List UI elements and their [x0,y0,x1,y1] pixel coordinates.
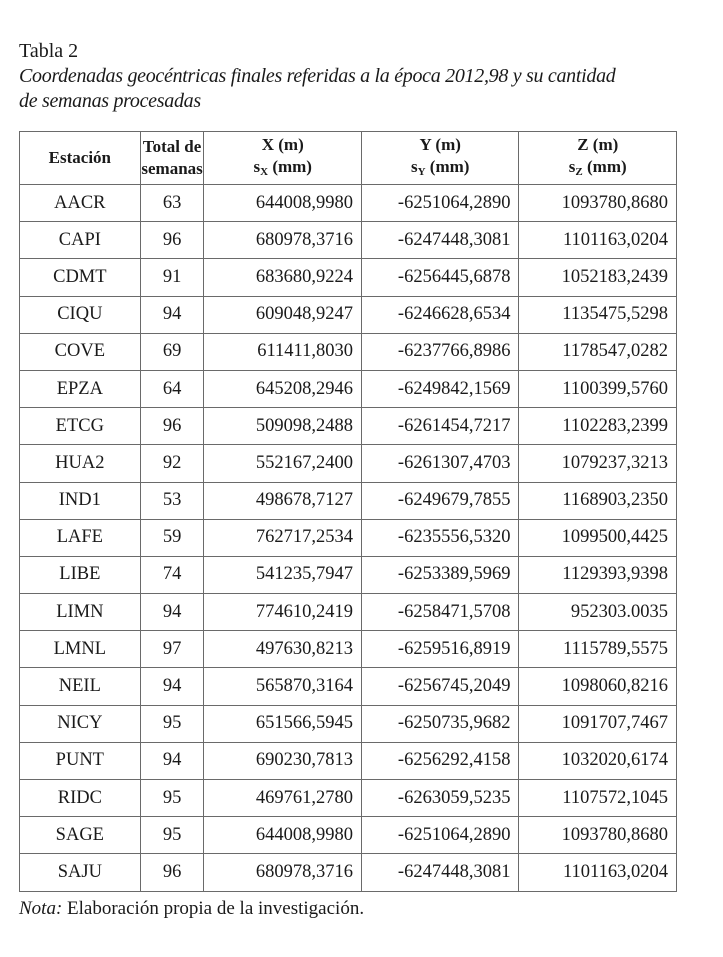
cell-station: CIQU [20,296,141,333]
header-weeks-line2: semanas [141,159,203,178]
table-row [20,705,677,742]
header-x-s: s [253,156,261,176]
cell-z: 952303.0035 [519,594,677,631]
cell-z: 1129393,9398 [519,556,677,593]
cell-z: 1101163,0204 [519,854,677,891]
table-row [20,185,677,222]
table-row [20,482,677,519]
table-row [20,370,677,407]
cell-z: 1052183,2439 [519,259,677,296]
cell-station: IND1 [20,482,141,519]
cell-x: 552167,2400 [204,445,361,482]
table-row [20,222,677,259]
header-weeks [140,132,204,185]
cell-y: -6256445,6878 [361,259,518,296]
cell-x: 565870,3164 [204,668,361,705]
cell-station: SAJU [20,854,141,891]
cell-y: -6261454,7217 [361,408,518,445]
cell-x: 509098,2488 [204,408,361,445]
note-label: Nota: [19,898,63,919]
header-y-s: s [410,156,418,176]
header-z-s: s [568,156,576,176]
cell-z: 1135475,5298 [519,296,677,333]
cell-weeks: 96 [140,222,204,259]
cell-weeks: 69 [140,333,204,370]
header-z-sub: Z [575,165,583,178]
cell-z: 1101163,0204 [519,222,677,259]
cell-station: CDMT [20,259,141,296]
cell-x: 680978,3716 [204,222,361,259]
cell-station: LMNL [20,631,141,668]
table-row [20,556,677,593]
cell-x: 774610,2419 [204,594,361,631]
cell-weeks: 63 [140,185,204,222]
cell-x: 651566,5945 [204,705,361,742]
cell-weeks: 92 [140,445,204,482]
table-row [20,631,677,668]
table-caption [19,38,709,114]
table-title-line2: de semanas procesadas [19,90,201,112]
cell-z: 1100399,5760 [519,370,677,407]
cell-y: -6249842,1569 [361,370,518,407]
cell-weeks: 95 [140,780,204,817]
cell-weeks: 94 [140,594,204,631]
cell-y: -6253389,5969 [361,556,518,593]
cell-weeks: 96 [140,854,204,891]
cell-x: 497630,8213 [204,631,361,668]
cell-weeks: 53 [140,482,204,519]
cell-station: LIMN [20,594,141,631]
cell-weeks: 91 [140,259,204,296]
cell-y: -6237766,8986 [361,333,518,370]
header-y [361,132,518,185]
cell-z: 1079237,3213 [519,445,677,482]
cell-station: NEIL [20,668,141,705]
cell-station: LAFE [20,519,141,556]
cell-y: -6258471,5708 [361,594,518,631]
cell-y: -6263059,5235 [361,780,518,817]
cell-z: 1168903,2350 [519,482,677,519]
cell-weeks: 64 [140,370,204,407]
table-row [20,445,677,482]
cell-y: -6256292,4158 [361,742,518,779]
cell-x: 611411,8030 [204,333,361,370]
header-x-line1: X (m) [261,134,304,154]
header-x-sub: X [260,165,269,178]
cell-z: 1102283,2399 [519,408,677,445]
cell-z: 1032020,6174 [519,742,677,779]
cell-station: EPZA [20,370,141,407]
cell-y: -6256745,2049 [361,668,518,705]
header-y-sub: Y [417,165,426,178]
cell-z: 1099500,4425 [519,519,677,556]
cell-station: COVE [20,333,141,370]
header-row [20,132,677,185]
table-label: Tabla 2 [19,40,79,62]
table-row [20,817,677,854]
table-row [20,742,677,779]
cell-y: -6259516,8919 [361,631,518,668]
cell-y: -6249679,7855 [361,482,518,519]
cell-y: -6261307,4703 [361,445,518,482]
cell-weeks: 95 [140,817,204,854]
cell-weeks: 97 [140,631,204,668]
cell-z: 1107572,1045 [519,780,677,817]
cell-x: 645208,2946 [204,370,361,407]
header-station: Estación [20,132,141,185]
table-row [20,333,677,370]
header-x [204,132,361,185]
cell-station: NICY [20,705,141,742]
cell-weeks: 94 [140,742,204,779]
cell-y: -6247448,3081 [361,854,518,891]
header-z-unit: (mm) [582,156,627,176]
cell-x: 680978,3716 [204,854,361,891]
table-title-line1: Coordenadas geocéntricas finales referidas a la época 2012,98 y su cantidad [19,65,616,87]
table-row [20,668,677,705]
cell-z: 1178547,0282 [519,333,677,370]
cell-station: CAPI [20,222,141,259]
cell-station: PUNT [20,742,141,779]
cell-z: 1093780,8680 [519,185,677,222]
header-x-unit: (mm) [268,156,312,176]
table-row [20,519,677,556]
cell-y: -6250735,9682 [361,705,518,742]
cell-y: -6251064,2890 [361,817,518,854]
header-z-line1: Z (m) [577,134,619,154]
cell-x: 683680,9224 [204,259,361,296]
cell-y: -6246628,6534 [361,296,518,333]
header-y-unit: (mm) [425,156,470,176]
table-row [20,854,677,891]
cell-station: SAGE [20,817,141,854]
table-row [20,594,677,631]
cell-z: 1091707,7467 [519,705,677,742]
cell-y: -6235556,5320 [361,519,518,556]
cell-x: 690230,7813 [204,742,361,779]
cell-weeks: 59 [140,519,204,556]
header-y-line1: Y (m) [419,134,461,154]
cell-weeks: 94 [140,668,204,705]
cell-y: -6251064,2890 [361,185,518,222]
cell-z: 1098060,8216 [519,668,677,705]
cell-station: LIBE [20,556,141,593]
header-z [519,132,677,185]
cell-x: 644008,9980 [204,185,361,222]
cell-y: -6247448,3081 [361,222,518,259]
cell-station: RIDC [20,780,141,817]
note-text: Elaboración propia de la investigación. [62,898,365,919]
cell-weeks: 74 [140,556,204,593]
cell-weeks: 94 [140,296,204,333]
cell-weeks: 95 [140,705,204,742]
cell-x: 762717,2534 [204,519,361,556]
cell-station: AACR [20,185,141,222]
coordinates-table [19,131,677,892]
table-row [20,408,677,445]
table-row [20,259,677,296]
cell-station: ETCG [20,408,141,445]
table-row [20,780,677,817]
cell-x: 609048,9247 [204,296,361,333]
cell-x: 498678,7127 [204,482,361,519]
cell-weeks: 96 [140,408,204,445]
cell-x: 541235,7947 [204,556,361,593]
header-weeks-line1: Total de [142,137,202,156]
cell-station: HUA2 [20,445,141,482]
table-row [20,296,677,333]
cell-x: 644008,9980 [204,817,361,854]
cell-z: 1093780,8680 [519,817,677,854]
cell-x: 469761,2780 [204,780,361,817]
table-note [19,898,364,920]
cell-z: 1115789,5575 [519,631,677,668]
